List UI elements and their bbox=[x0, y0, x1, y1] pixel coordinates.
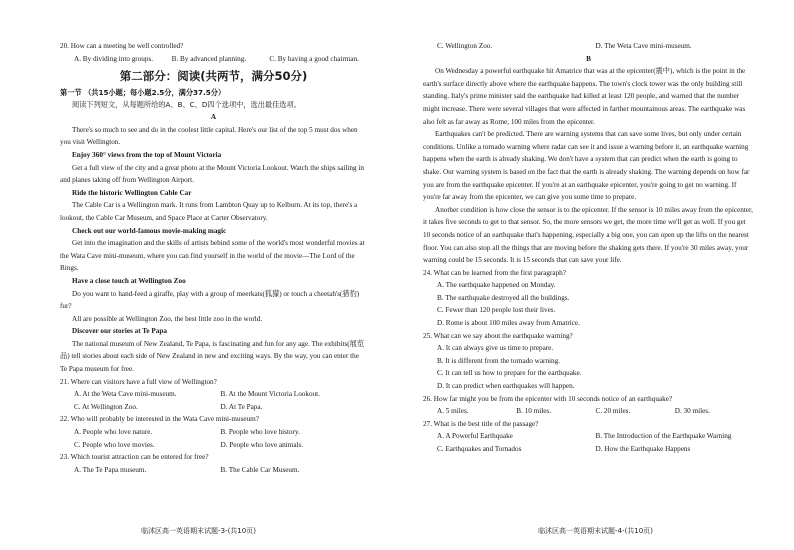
passage-a-paragraph: All are possible at Wellington Zoo, the best little zoo in the world. bbox=[72, 314, 263, 323]
passage-b-paragraph-2: Earthquakes can't be predicted. There are warning systems that can save some lives, but only under certain conditions. Unlike a tornado warning where radar can see it and issue a warning before it, an earthquake warning happens when the earth is already shaking. We don't have a system that can predict when the earth is going to shake. Our warning system is based on the fact that the earth is already shaking. The warning depends on how far you are from the earthquake epicenter. If you're at an earthquake epicenter, you're going to get no warning. If you're far away from the epicenter, we can give you some time to prepare. bbox=[423, 130, 750, 202]
q20-stem: 20. How can a meeting be well controlled? bbox=[60, 42, 184, 50]
q24-option-b: B. The earthquake destroyed all the buildings. bbox=[437, 293, 570, 302]
q27-option-b: B. The Introduction of the Earthquake Warning bbox=[595, 432, 732, 441]
passage-a bbox=[60, 124, 367, 376]
q21-option-c: C. At Wellington Zoo. bbox=[74, 402, 138, 411]
q22-option-b: B. People who love history. bbox=[220, 428, 300, 437]
q24-options bbox=[423, 279, 754, 329]
passage-a-paragraph: Get a full view of the city and a great photo at the Mount Victoria Lookout. Watch the ships sailing in and planes taking off from Wellington Airport. bbox=[60, 163, 364, 185]
section1-title: 第一节 （共15小题；每小题2.5分，满分37.5分） bbox=[60, 88, 226, 98]
q21-option-a: A. At the Weta Cave mini-museum. bbox=[74, 390, 177, 399]
q22-option-c: C. People who love movies. bbox=[74, 440, 155, 449]
q21-stem: 21. Where can visitors have a full view of Wellington? bbox=[60, 377, 217, 386]
passage-a-paragraph: The national museum of New Zealand, Te Papa, is fascinating and fun for any age. The exhibits(展览品) tell stories about each side of New Zealand in new and exciting ways. By the way, you can enter the Te Papa museum for free. bbox=[60, 339, 365, 374]
q26-option-b: B. 10 miles. bbox=[516, 407, 551, 416]
q26-option-d: D. 30 miles. bbox=[674, 407, 710, 416]
passage-a-heading: Ride the historic Wellington Cable Car bbox=[72, 188, 192, 197]
q27-stem: 27. What is the best title of the passage? bbox=[423, 419, 539, 428]
passage-b-paragraph-1: On Wednesday a powerful earthquake hit Amatrice that was at the epicenter(震中), which is the point in the earth's surface directly above where the earthquake happens. The town's clock tower was the only building still standing. Italy's prime minister said the earthquake had killed at least 120 people, and warned that the number might increase. There were several villages that were affected in farther mountainous areas. The earthquake was also felt as far away as Rome, 100 miles from the epicenter. bbox=[423, 67, 746, 126]
q25-options bbox=[423, 342, 754, 392]
q22-options bbox=[60, 426, 367, 451]
q25-option-b: B. It is different from the tornado warning. bbox=[437, 356, 561, 365]
q21-options bbox=[60, 388, 367, 413]
q26-options bbox=[423, 405, 754, 418]
q23-options bbox=[60, 464, 367, 477]
q27-options bbox=[423, 430, 754, 455]
q23-option-a: A. The Te Papa museum. bbox=[74, 465, 147, 474]
q23-option-b: B. The Cable Car Museum. bbox=[220, 465, 300, 474]
q21-option-b: B. At the Mount Victoria Lookout. bbox=[220, 390, 320, 399]
q21-option-d: D. At Te Papa. bbox=[220, 402, 263, 411]
q22-stem: 22. Who will probably be interested in the Wata Cave mini-museum? bbox=[60, 415, 259, 424]
part2-title: 第二部分：阅读(共两节，满分50分) bbox=[119, 69, 308, 84]
q22-option-a: A. People who love nature. bbox=[74, 428, 153, 437]
right-page-footer: 临沭区高一英语期末试题-4-(共10页) bbox=[538, 527, 653, 535]
passage-a-paragraph: There's so much to see and do in the coolest little capital. Here's our list of the top 5 must dos when you visit Wellington. bbox=[60, 125, 358, 147]
q27-option-d: D. How the Earthquake Happens bbox=[595, 445, 691, 453]
q24-stem: 24. What can be learned from the first paragraph? bbox=[423, 268, 566, 277]
passage-b-paragraph-3: Another condition is how close the sensor is to the epicenter. If the sensor is 10 miles away from the epicenter, it takes five seconds to get to that sensor. So, the more sensors we get, the more time we'll get as well. If you get 10 seconds notice of an earthquake that's happening, especially a big one, you can open up the lifts on the nearest floor. You can also stop all the things that are moving before the shaking gets there. If you're 30 miles away, your warning could be 15 seconds. It is 15 seconds that can save your life. bbox=[423, 205, 753, 265]
passage-a-heading: Discover our stories at Te Papa bbox=[72, 327, 167, 336]
q23-stem: 23. Which tourist attraction can be entered for free? bbox=[60, 453, 209, 462]
q25-option-a: A. It can always give us time to prepare. bbox=[437, 344, 554, 353]
q27-option-c: C. Earthquakes and Tornados bbox=[437, 445, 522, 453]
q24-option-d: D. Rome is about 100 miles away from Amatrice. bbox=[437, 319, 580, 328]
passage-a-label: A bbox=[210, 113, 217, 122]
q23-option-c: C. Wellington Zoo. bbox=[437, 42, 493, 50]
passage-a-paragraph: Do you want to hand-feed a giraffe, play with a group of meerkats(狐獴) or touch a cheetah's(猎豹) fur? bbox=[60, 289, 360, 311]
q24-option-a: A. The earthquake happened on Monday. bbox=[437, 281, 556, 290]
q23-options-continued bbox=[423, 40, 754, 53]
q20-options bbox=[60, 53, 367, 66]
right-page bbox=[397, 0, 794, 550]
passage-a-paragraph: The Cable Car is a Wellington mark. It runs from Lambton Quay up to Kelburn. At its top, there's a lookout, the Cable Car Museum, and Space Place at Carter Observatory. bbox=[60, 201, 358, 222]
q23-option-d: D. The Weta Cave mini-museum. bbox=[595, 42, 692, 50]
q26-option-c: C. 20 miles. bbox=[595, 407, 631, 416]
q20-option-b: B. By advanced planning. bbox=[171, 54, 247, 63]
passage-a-heading: Have a close touch at Wellington Zoo bbox=[72, 276, 186, 285]
passage-a-paragraph: Get into the imagination and the skills of artists behind some of the world's most wonderful movies at the Wata Cave mini-museum, where you can find yourself in the world of the movie—The Lord of the Rings. bbox=[60, 239, 365, 273]
q20-option-a: A. By dividing into groups. bbox=[74, 54, 154, 63]
q20-option-c: C. By having a good chairman. bbox=[269, 54, 359, 63]
q27-option-a: A. A Powerful Earthquake bbox=[437, 432, 513, 441]
q25-option-d: D. It can predict when earthquakes will happen. bbox=[437, 382, 575, 391]
passage-b-label: B bbox=[586, 54, 591, 63]
left-page-footer: 临沭区高一英语期末试题-3-(共10页) bbox=[141, 527, 256, 535]
q22-option-d: D. People who love animals. bbox=[220, 440, 304, 449]
section1-instructions: 阅读下列短文，从每题所给的A、B、C、D四个选项中，选出最佳选项。 bbox=[72, 100, 301, 110]
q26-option-a: A. 5 miles. bbox=[437, 407, 469, 416]
passage-a-heading: Enjoy 360° views from the top of Mount Victoria bbox=[72, 150, 222, 159]
q25-stem: 25. What can we say about the earthquake warning? bbox=[423, 331, 573, 340]
q24-option-c: C. Fewer than 120 people lost their lives. bbox=[437, 306, 556, 315]
q25-option-c: C. It can tell us how to prepare for the earthquake. bbox=[437, 369, 582, 378]
q26-stem: 26. How far might you be from the epicenter with 10 seconds notice of an earthquake? bbox=[423, 394, 673, 403]
passage-a-heading: Check out our world-famous movie-making magic bbox=[72, 226, 227, 235]
